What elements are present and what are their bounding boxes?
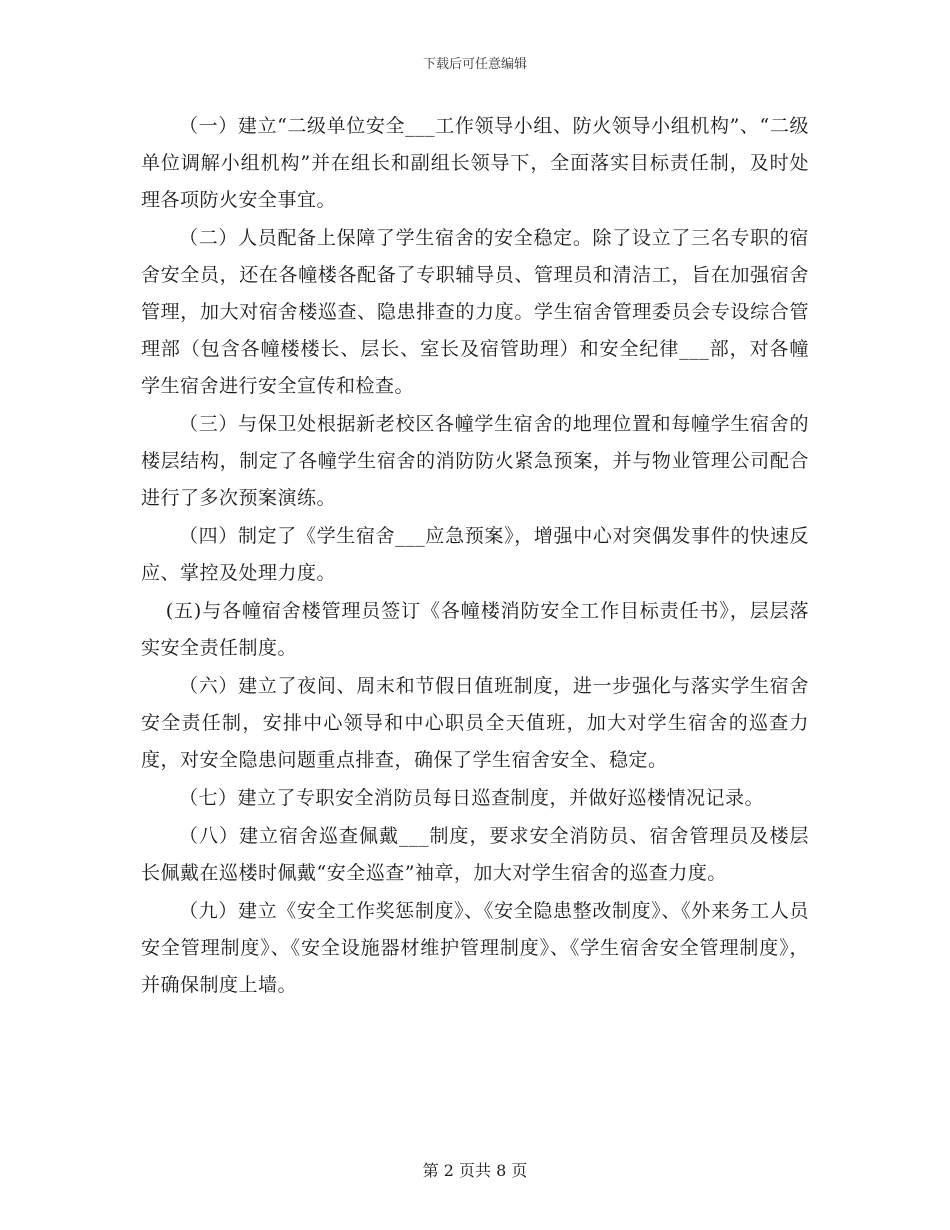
paragraph-9: （九）建立《安全工作奖惩制度》、《安全隐患整改制度》、《外来务工人员安全管理制度》、《安全设施器材维护管理制度》、《学生宿舍安全管理制度》，并确保制度上墙。 [141,900,809,996]
paragraph-3: （三）与保卫处根据新老校区各幢学生宿舍的地理位置和每幢学生宿舍的楼层结构，制定了各幢学生宿舍的消防防火紧急预案，并与物业管理公司配合进行了多次预案演练。 [141,413,809,509]
page-footer: 第 2 页共 8 页 [422,1161,528,1180]
page-header: 下载后可任意编辑 [422,57,527,72]
paragraph-7: （七）建立了专职安全消防员每日巡查制度，并做好巡楼情况记录。 [179,787,765,809]
paragraph-4: （四）制定了《学生宿舍___应急预案》，增强中心对突偶发事件的快速反应、掌控及处理力度。 [141,525,809,584]
paragraph-1: （一）建立“二级单位安全___工作领导小组、防火领导小组机构”、“二级单位调解小组机构”并在组长和副组长领导下，全面落实目标责任制，及时处理各项防火安全事宜。 [141,115,809,211]
paragraph-8: （八）建立宿舍巡查佩戴___制度，要求安全消防员、宿舍管理员及楼层长佩戴在巡楼时佩戴“安全巡查”袖章，加大对学生宿舍的巡查力度。 [141,825,809,884]
paragraph-2: （二）人员配备上保障了学生宿舍的安全稳定。除了设立了三名专职的宿舍安全员，还在各幢楼各配备了专职辅导员、管理员和清洁工，旨在加强宿舍管理，加大对宿舍楼巡查、隐患排查的力度。学生宿舍管理委员会专设综合管理部（包含各幢楼楼长、层长、室长及宿管助理）和安全纪律___部，对各幢学生宿舍进行安全宣传和检查。 [141,227,809,397]
document-body [141,108,809,1005]
paragraph-6: （六）建立了夜间、周末和节假日值班制度，进一步强化与落实学生宿舍安全责任制，安排中心领导和中心职员全天值班，加大对学生宿舍的巡查力度，对安全隐患问题重点排查，确保了学生宿舍安全、稳定。 [141,675,809,771]
paragraph-5: (五)与各幢宿舍楼管理员签订《各幢楼消防安全工作目标责任书》，层层落实安全责任制度。 [141,600,809,659]
